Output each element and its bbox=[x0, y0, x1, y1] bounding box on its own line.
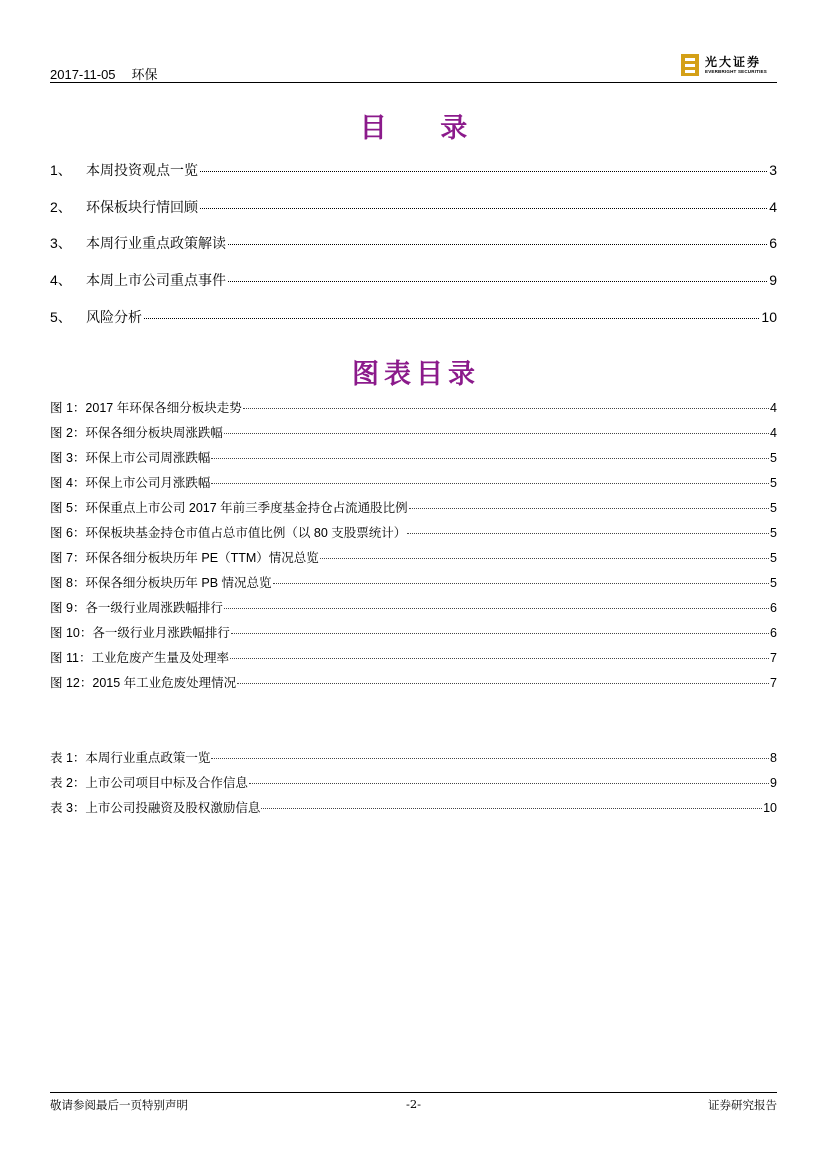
logo-text-en: EVERBRIGHT SECURITIES bbox=[705, 69, 767, 74]
figure-leader bbox=[230, 658, 769, 659]
toc-item-number: 5、 bbox=[50, 309, 72, 325]
figure-entry[interactable] bbox=[50, 673, 777, 691]
figure-entry-label: 图 5：环保重点上市公司 2017 年前三季度基金持仓占流通股比例 bbox=[50, 501, 408, 515]
toc-item-page: 9 bbox=[769, 272, 777, 288]
table-entry-label: 表 2：上市公司项目中标及合作信息 bbox=[50, 776, 248, 790]
figure-entry-label: 图 7：环保各细分板块历年 PE（TTM）情况总览 bbox=[50, 551, 319, 565]
toc-item-number: 3、 bbox=[50, 235, 72, 251]
figure-entry-page: 5 bbox=[770, 551, 777, 565]
toc-item[interactable] bbox=[50, 160, 777, 180]
report-date: 2017-11-05 bbox=[50, 67, 116, 82]
footer-disclaimer: 敬请参阅最后一页特别声明 bbox=[50, 1098, 188, 1112]
figure-entry-page: 7 bbox=[770, 651, 777, 665]
toc-item-page: 4 bbox=[769, 199, 777, 215]
toc-item-label: 风险分析 bbox=[86, 309, 142, 325]
figure-leader bbox=[320, 558, 769, 559]
table-entry-page: 10 bbox=[763, 801, 777, 815]
page-header bbox=[50, 52, 777, 82]
figure-entry-label: 图 3：环保上市公司周涨跌幅 bbox=[50, 451, 211, 465]
toc-item-number: 2、 bbox=[50, 199, 72, 215]
toc-item-page: 10 bbox=[761, 309, 777, 325]
figure-leader bbox=[243, 408, 769, 409]
logo-icon bbox=[681, 54, 699, 76]
figure-entry-label: 图 6：环保板块基金持仓市值占总市值比例（以 80 支股票统计） bbox=[50, 526, 407, 540]
everbright-logo bbox=[681, 52, 777, 78]
figure-entry-label: 图 10：各一级行业月涨跌幅排行 bbox=[50, 626, 230, 640]
figure-entry-label: 图 2：环保各细分板块周涨跌幅 bbox=[50, 426, 223, 440]
figure-entry-page: 5 bbox=[770, 451, 777, 465]
figure-entry[interactable] bbox=[50, 473, 777, 491]
figure-entry[interactable] bbox=[50, 598, 777, 616]
figure-entry[interactable] bbox=[50, 523, 777, 541]
toc-item-page: 3 bbox=[769, 162, 777, 178]
figure-entry[interactable] bbox=[50, 623, 777, 641]
figure-entry[interactable] bbox=[50, 548, 777, 566]
figure-entry[interactable] bbox=[50, 448, 777, 466]
figure-entry-label: 图 12：2015 年工业危废处理情况 bbox=[50, 676, 237, 690]
footer-divider bbox=[50, 1092, 777, 1093]
figure-entry-page: 4 bbox=[770, 426, 777, 440]
toc-title: 目 录 bbox=[359, 113, 490, 144]
table-leader bbox=[261, 808, 762, 809]
toc-leader bbox=[228, 281, 767, 282]
figure-entry-page: 7 bbox=[770, 676, 777, 690]
figure-leader bbox=[224, 608, 769, 609]
figure-entry[interactable] bbox=[50, 423, 777, 441]
footer-report-type: 证券研究报告 bbox=[708, 1098, 777, 1112]
toc-item[interactable] bbox=[50, 233, 777, 253]
table-entry-label: 表 3：上市公司投融资及股权激励信息 bbox=[50, 801, 261, 815]
figure-entry-label: 图 9：各一级行业周涨跌幅排行 bbox=[50, 601, 223, 615]
table-entry[interactable] bbox=[50, 773, 777, 791]
figure-leader bbox=[211, 458, 769, 459]
toc-leader bbox=[200, 208, 767, 209]
toc-item-label: 本周上市公司重点事件 bbox=[86, 272, 226, 288]
table-entry[interactable] bbox=[50, 798, 777, 816]
figure-entry-label: 图 4：环保上市公司月涨跌幅 bbox=[50, 476, 211, 490]
toc-item[interactable] bbox=[50, 270, 777, 290]
figures-title: 图表目录 bbox=[352, 359, 480, 390]
toc-leader bbox=[200, 171, 767, 172]
toc-item-number: 1、 bbox=[50, 162, 72, 178]
toc-item-page: 6 bbox=[769, 235, 777, 251]
header-divider bbox=[50, 82, 777, 83]
toc-item[interactable] bbox=[50, 197, 777, 217]
table-entry-page: 8 bbox=[770, 751, 777, 765]
figure-leader bbox=[224, 433, 769, 434]
figure-entry-page: 6 bbox=[770, 601, 777, 615]
logo-text-cn: 光大证券 bbox=[705, 55, 762, 69]
figure-entry-label: 图 1：2017 年环保各细分板块走势 bbox=[50, 401, 242, 415]
table-entry-label: 表 1：本周行业重点政策一览 bbox=[50, 751, 211, 765]
toc-item-number: 4、 bbox=[50, 272, 72, 288]
figure-leader bbox=[407, 533, 769, 534]
figure-entry-page: 5 bbox=[770, 476, 777, 490]
figure-leader bbox=[409, 508, 769, 509]
table-leader bbox=[211, 758, 769, 759]
figure-entry-label: 图 11：工业危废产生量及处理率 bbox=[50, 651, 229, 665]
toc-item-label: 环保板块行情回顾 bbox=[86, 199, 198, 215]
figure-entry[interactable] bbox=[50, 648, 777, 666]
figure-entry-label: 图 8：环保各细分板块历年 PB 情况总览 bbox=[50, 576, 272, 590]
figure-entry-page: 5 bbox=[770, 526, 777, 540]
toc-item-label: 本周行业重点政策解读 bbox=[86, 235, 226, 251]
toc-item[interactable] bbox=[50, 307, 777, 327]
figure-entry[interactable] bbox=[50, 498, 777, 516]
table-leader bbox=[249, 783, 769, 784]
header-info bbox=[50, 64, 158, 83]
figure-entry-page: 5 bbox=[770, 501, 777, 515]
figure-leader bbox=[231, 633, 769, 634]
figure-leader bbox=[211, 483, 769, 484]
toc-leader bbox=[228, 244, 767, 245]
table-entry[interactable] bbox=[50, 748, 777, 766]
figure-entry-page: 5 bbox=[770, 576, 777, 590]
page-number: -2- bbox=[405, 1097, 422, 1111]
toc-item-label: 本周投资观点一览 bbox=[86, 162, 198, 178]
figure-leader bbox=[237, 683, 769, 684]
toc-leader bbox=[144, 318, 759, 319]
table-entry-page: 9 bbox=[770, 776, 777, 790]
figure-leader bbox=[273, 583, 770, 584]
report-sector: 环保 bbox=[131, 67, 158, 82]
figure-entry-page: 6 bbox=[770, 626, 777, 640]
figure-entry[interactable] bbox=[50, 573, 777, 591]
figure-entry[interactable] bbox=[50, 398, 777, 416]
figure-entry-page: 4 bbox=[770, 401, 777, 415]
